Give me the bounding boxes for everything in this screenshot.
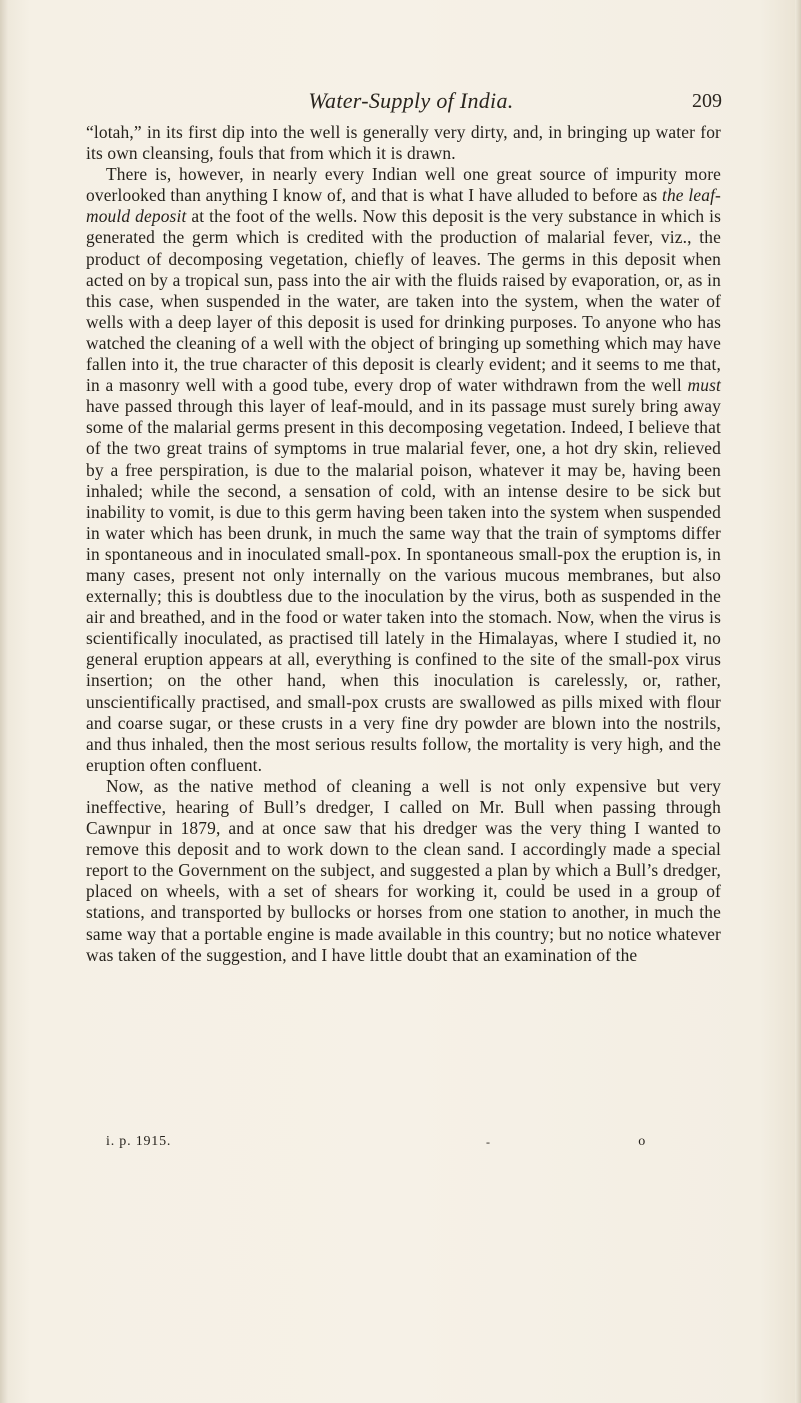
signature-letter: o [638,1134,646,1149]
body-text [86,122,721,966]
signature-line [106,1131,646,1153]
paragraph-1-text: “lotah,” in its first dip into the well is generally very dirty, and, in bringing up water for its own cleansing, fouls that from which it is drawn. [86,122,721,164]
page-header [100,86,722,116]
paragraph-4-text: Now, as the native method of cleaning a well is not only expensive but very ineffective, hearing of Bull’s dredger, I called on Mr. Bull when passing through Cawnpur in 1879, and at once saw that his dredger was the very thing I wanted to remove this deposit and to work down to the clean sand. I accordingly made a special report to the Government on the subject, and suggested a plan by which a Bull’s dredger, placed on wheels, with a set of shears for working it, could be used in a group of stations, and transported by bullocks or horses from one station to another, in much the same way that a portable engine is made available in this country; but no notice whatever was taken of the suggestion, and I have little doubt that an examination of the [86,775,721,965]
signature-dash: - [486,1135,491,1149]
running-title: Water-Supply of India. [308,88,514,113]
paragraph-1 [86,122,721,164]
page-right-edge [795,0,801,1403]
paragraph-2-text-end: at the foot of the wells. Now this deposit is the very substance in which is generated the germ which is credited with the production of malarial fever, viz., the product of decomposing vegetation, chiefly of leaves. The germs in this deposit when acted on by a tropical sun, pass into the air with the fluids raised by evaporation, or, as in this case, when suspended in the water, are taken into the system, when the water of wells with a deep layer of this deposit is used for drinking purposes. To anyone who has watched the cleaning of a well with the object of bringing up something which may have fallen into it, the true character of this deposit is clearly evident; and it seems to me that, in a masonry well with a good tube, every drop of water withdrawn from the well [86,206,721,396]
page-left-edge [0,0,8,1403]
paragraph-3-emphasis: must [687,375,721,396]
paragraph-2-emphasis: the leaf-mould deposit [86,185,721,227]
paragraph-3-text: have passed through this layer of leaf-mould, and in its passage must surely bring away some of the malarial germs present in this decomposing vegetation. Indeed, I believe that of the two great trains of symptoms in true malarial fever, one, a hot dry skin, relieved by a free perspiration, is due to the malarial poison, whatever it may be, having been inhaled; while the second, a sensation of cold, with an intense desire to be sick but inability to vomit, is due to this germ having been taken into the system when suspended in water which has been drunk, in much the same way that the train of symptoms differ in spontaneous and in inoculated small-pox. In spontaneous small-pox the eruption is, in many cases, present not only internally on the various mucous membranes, but also externally; this is doubtless due to the inoculation by the virus, both as suspended in the air and breathed, and in the food or water taken into the stomach. Now, when the virus is scientifically inoculated, as practised till lately in the Himalayas, where I studied it, no general eruption appears at all, everything is confined to the site of the small-pox virus insertion; on the other hand, when this inoculation is carelessly, or, rather, unscientifically practised, and small-pox crusts are swallowed as pills mixed with flour and coarse sugar, or these crusts in a very fine dry powder are blown into the nostrils, and thus inhaled, then the most serious results follow, the mortality is very high, and the eruption often confluent. [86,396,721,775]
paragraph-4 [86,776,721,966]
paragraph-2 [86,164,721,776]
page-number: 209 [692,90,722,112]
signature-mark: i. p. 1915. [106,1134,172,1149]
paragraph-2-text-start: There is, however, in nearly every Indian well one great source of impurity more overlooked than anything I know of, and that is what I have alluded to before as [86,164,721,206]
